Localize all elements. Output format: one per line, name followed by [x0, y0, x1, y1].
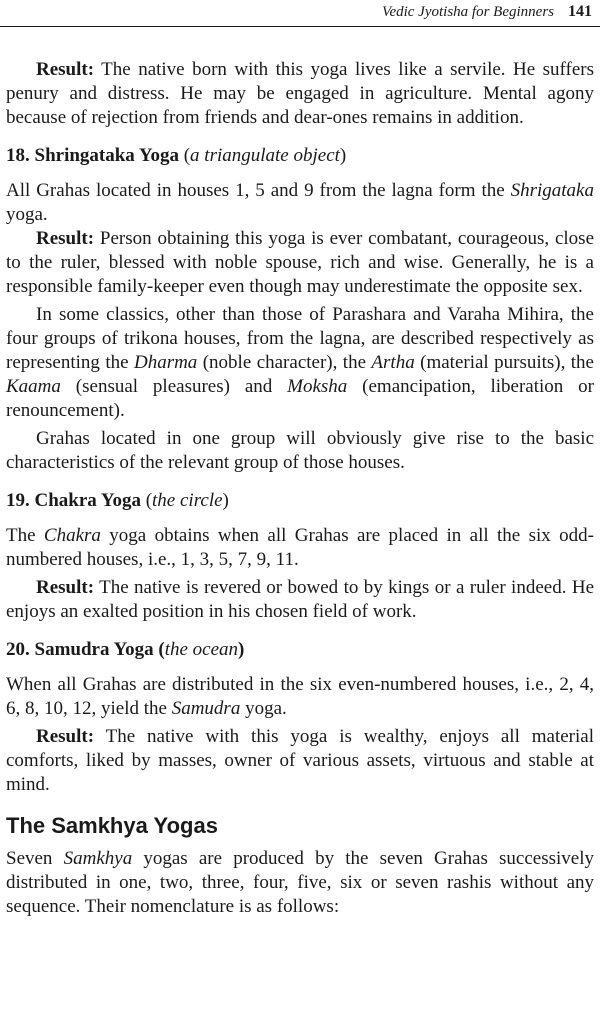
term-dharma: Dharma — [133, 352, 198, 373]
classics-paragraph — [6, 303, 594, 423]
classics-text: (noble character), the — [197, 352, 372, 373]
intro-result-paragraph — [6, 58, 594, 130]
yoga-19-heading: 19. Chakra Yoga (the circle) — [6, 490, 229, 511]
page-header — [0, 0, 600, 28]
definition-text: When all Grahas are distributed in the six even-numbered houses, i.e., 2, 4, 6, 8, 10, 12, yield the — [6, 674, 594, 719]
yoga-18-result — [6, 227, 594, 299]
result-text: The native is revered or bowed to by kings or a ruler indeed. He enjoys an exalted position in his chosen field of work. — [6, 577, 594, 622]
definition-term: Shrigataka — [510, 180, 594, 201]
result-text: The native with this yoga is wealthy, enjoys all material comforts, liked by masses, owner of various assets, virtuous and stable at mind. — [6, 726, 594, 795]
samkhya-text: Seven — [6, 848, 64, 869]
definition-text: The — [6, 525, 44, 546]
yoga-20-result — [6, 725, 594, 797]
definition-text: yoga. — [240, 698, 287, 719]
page-body — [6, 58, 594, 919]
section-heading-samkhya: The Samkhya Yogas — [6, 813, 218, 838]
result-label: Result: — [36, 228, 95, 249]
classics-text: (sensual pleasures) and — [60, 376, 288, 397]
classics-text: (emancipation, liberation or renouncement). — [6, 376, 594, 421]
samkhya-term: Samkhya — [63, 848, 133, 869]
result-label: Result: — [36, 577, 95, 598]
yoga-19-definition — [6, 524, 594, 572]
classics-text: (material pursuits), the — [414, 352, 594, 373]
header-rule — [0, 26, 600, 27]
yoga-18-definition — [6, 179, 594, 227]
yoga-20-heading: 20. Samudra Yoga (the ocean) — [6, 639, 245, 660]
classics-text: In some classics, other than those of Parashara and Varaha Mihira, the four groups of trikona houses, from the lagna, are described respectively as representing the — [6, 304, 594, 373]
yoga-19-title: 19. Chakra Yoga — [6, 490, 141, 511]
definition-text: yoga. — [6, 204, 48, 225]
definition-term: Chakra — [43, 525, 101, 546]
yoga-18-heading: 18. Shringataka Yoga (a triangulate object) — [6, 145, 347, 166]
samkhya-text: yogas are produced by the seven Grahas successively distributed in one, two, three, four, five, six or seven rashis without any sequence. Their nomenclature is as follows: — [6, 848, 595, 917]
yoga-18-gloss: a triangulate object — [190, 145, 340, 166]
yoga-20-definition — [6, 673, 594, 721]
term-kaama: Kaama — [6, 376, 61, 397]
yoga-19-gloss: the circle — [152, 490, 223, 511]
yoga-20-gloss: the ocean — [164, 639, 239, 660]
result-label: Result: — [36, 59, 95, 80]
yoga-18-title: 18. Shringataka Yoga — [6, 145, 179, 166]
result-label: Result: — [36, 726, 95, 747]
yoga-19-result — [6, 576, 594, 624]
running-title: Vedic Jyotisha for Beginners — [381, 4, 554, 20]
term-moksha: Moksha — [287, 376, 348, 397]
grahas-paragraph: Grahas located in one group will obviously give rise to the basic characteristics of the relevant group of those houses. — [6, 428, 594, 473]
page-number: 141 — [568, 3, 592, 20]
definition-text: All Grahas located in houses 1, 5 and 9 from the lagna form the — [6, 180, 511, 201]
result-text: Person obtaining this yoga is ever combatant, courageous, close to the ruler, blessed with noble spouse, rich and wise. Generally, he is a responsible family-keeper even though may underestimate the opposite sex. — [6, 228, 594, 297]
samkhya-paragraph — [6, 847, 594, 919]
result-text: The native born with this yoga lives like a servile. He suffers penury and distress. He may be engaged in agriculture. Mental agony because of rejection from friends and dear-ones remains in addition. — [6, 59, 594, 128]
yoga-20-title: 20. Samudra Yoga — [6, 639, 154, 660]
definition-term: Samudra — [171, 698, 241, 719]
definition-text: yoga obtains when all Grahas are placed in all the six odd-numbered houses, i.e., 1, 3, 5, 7, 9, 11. — [6, 525, 594, 570]
term-artha: Artha — [371, 352, 415, 373]
